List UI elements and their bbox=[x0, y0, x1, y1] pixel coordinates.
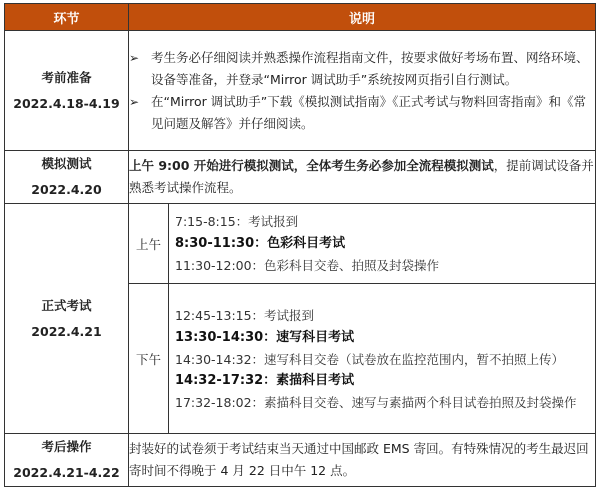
period-pm: 下午 bbox=[129, 284, 169, 434]
bullet-item bbox=[129, 47, 595, 91]
row-post-exam bbox=[5, 434, 596, 487]
period-am: 上午 bbox=[129, 204, 169, 284]
stage-name: 考前准备 bbox=[41, 69, 92, 85]
schedule-line-exam: 13:30-14:30：速写科目考试 bbox=[175, 329, 355, 345]
bullet-text: 考生务必仔细阅读并熟悉操作流程指南文件，按要求做好考场布置、网络环境、设备等准备，并登录“Mirror 调试助手”系统按网页指引自行测试。 bbox=[151, 49, 589, 87]
stage-cell-formal bbox=[5, 204, 129, 434]
stage-name: 模拟测试 bbox=[41, 156, 92, 171]
schedule-table bbox=[4, 3, 596, 487]
pm-schedule bbox=[169, 284, 596, 434]
stage-date: 2022.4.21 bbox=[31, 323, 102, 339]
schedule-line-exam: 8:30-11:30：色彩科目考试 bbox=[175, 235, 346, 251]
schedule-line: 11:30-12:00：色彩科目交卷、拍照及封袋操作 bbox=[175, 257, 440, 273]
bullet-item bbox=[129, 91, 595, 135]
stage-cell-pre bbox=[5, 31, 129, 151]
desc-cell-post: 封装好的试卷须于考试结束当天通过中国邮政 EMS 寄回。有特殊情况的考生最迟回寄时间不得晚于 4 月 22 日中午 12 点。 bbox=[129, 434, 596, 487]
stage-cell-post bbox=[5, 434, 129, 487]
schedule-line: 12:45-13:15：考试报到 bbox=[175, 307, 315, 323]
desc-cell-mock bbox=[129, 151, 596, 204]
mock-rest-text: ，提前调试设备并熟悉考试操作流程。 bbox=[129, 158, 594, 195]
row-pre-exam bbox=[5, 31, 596, 151]
stage-cell-mock bbox=[5, 151, 129, 204]
arrow-bullet-icon: ➢ bbox=[129, 50, 140, 65]
schedule-line: 14:30-14:32：速写科目交卷（试卷放在监控范围内，暂不拍照上传） bbox=[175, 351, 565, 367]
header-stage: 环节 bbox=[5, 4, 129, 31]
stage-date: 2022.4.18-4.19 bbox=[13, 95, 120, 111]
schedule-line: 7:15-8:15：考试报到 bbox=[175, 213, 299, 229]
header-row bbox=[5, 4, 596, 31]
bullet-text: 在“Mirror 调试助手”下载《模拟测试指南》《正式考试与物料回寄指南》和《常见问题及解答》并仔细阅读。 bbox=[151, 93, 587, 131]
stage-name: 正式考试 bbox=[41, 297, 92, 313]
row-mock-test bbox=[5, 151, 596, 204]
stage-date: 2022.4.21-4.22 bbox=[13, 465, 120, 480]
am-schedule bbox=[169, 204, 596, 284]
schedule-line: 17:32-18:02：素描科目交卷、速写与素描两个科目试卷拍照及封袋操作 bbox=[175, 394, 577, 410]
schedule-line-exam: 14:32-17:32：素描科目考试 bbox=[175, 372, 355, 388]
stage-date: 2022.4.20 bbox=[31, 182, 102, 197]
desc-cell-pre bbox=[129, 31, 596, 151]
row-formal-am bbox=[5, 204, 596, 284]
arrow-bullet-icon: ➢ bbox=[129, 94, 140, 109]
header-description: 说明 bbox=[129, 4, 596, 31]
mock-bold-text: 上午 9:00 开始进行模拟测试，全体考生务必参加全流程模拟测试 bbox=[129, 158, 494, 173]
stage-name: 考后操作 bbox=[41, 439, 92, 454]
